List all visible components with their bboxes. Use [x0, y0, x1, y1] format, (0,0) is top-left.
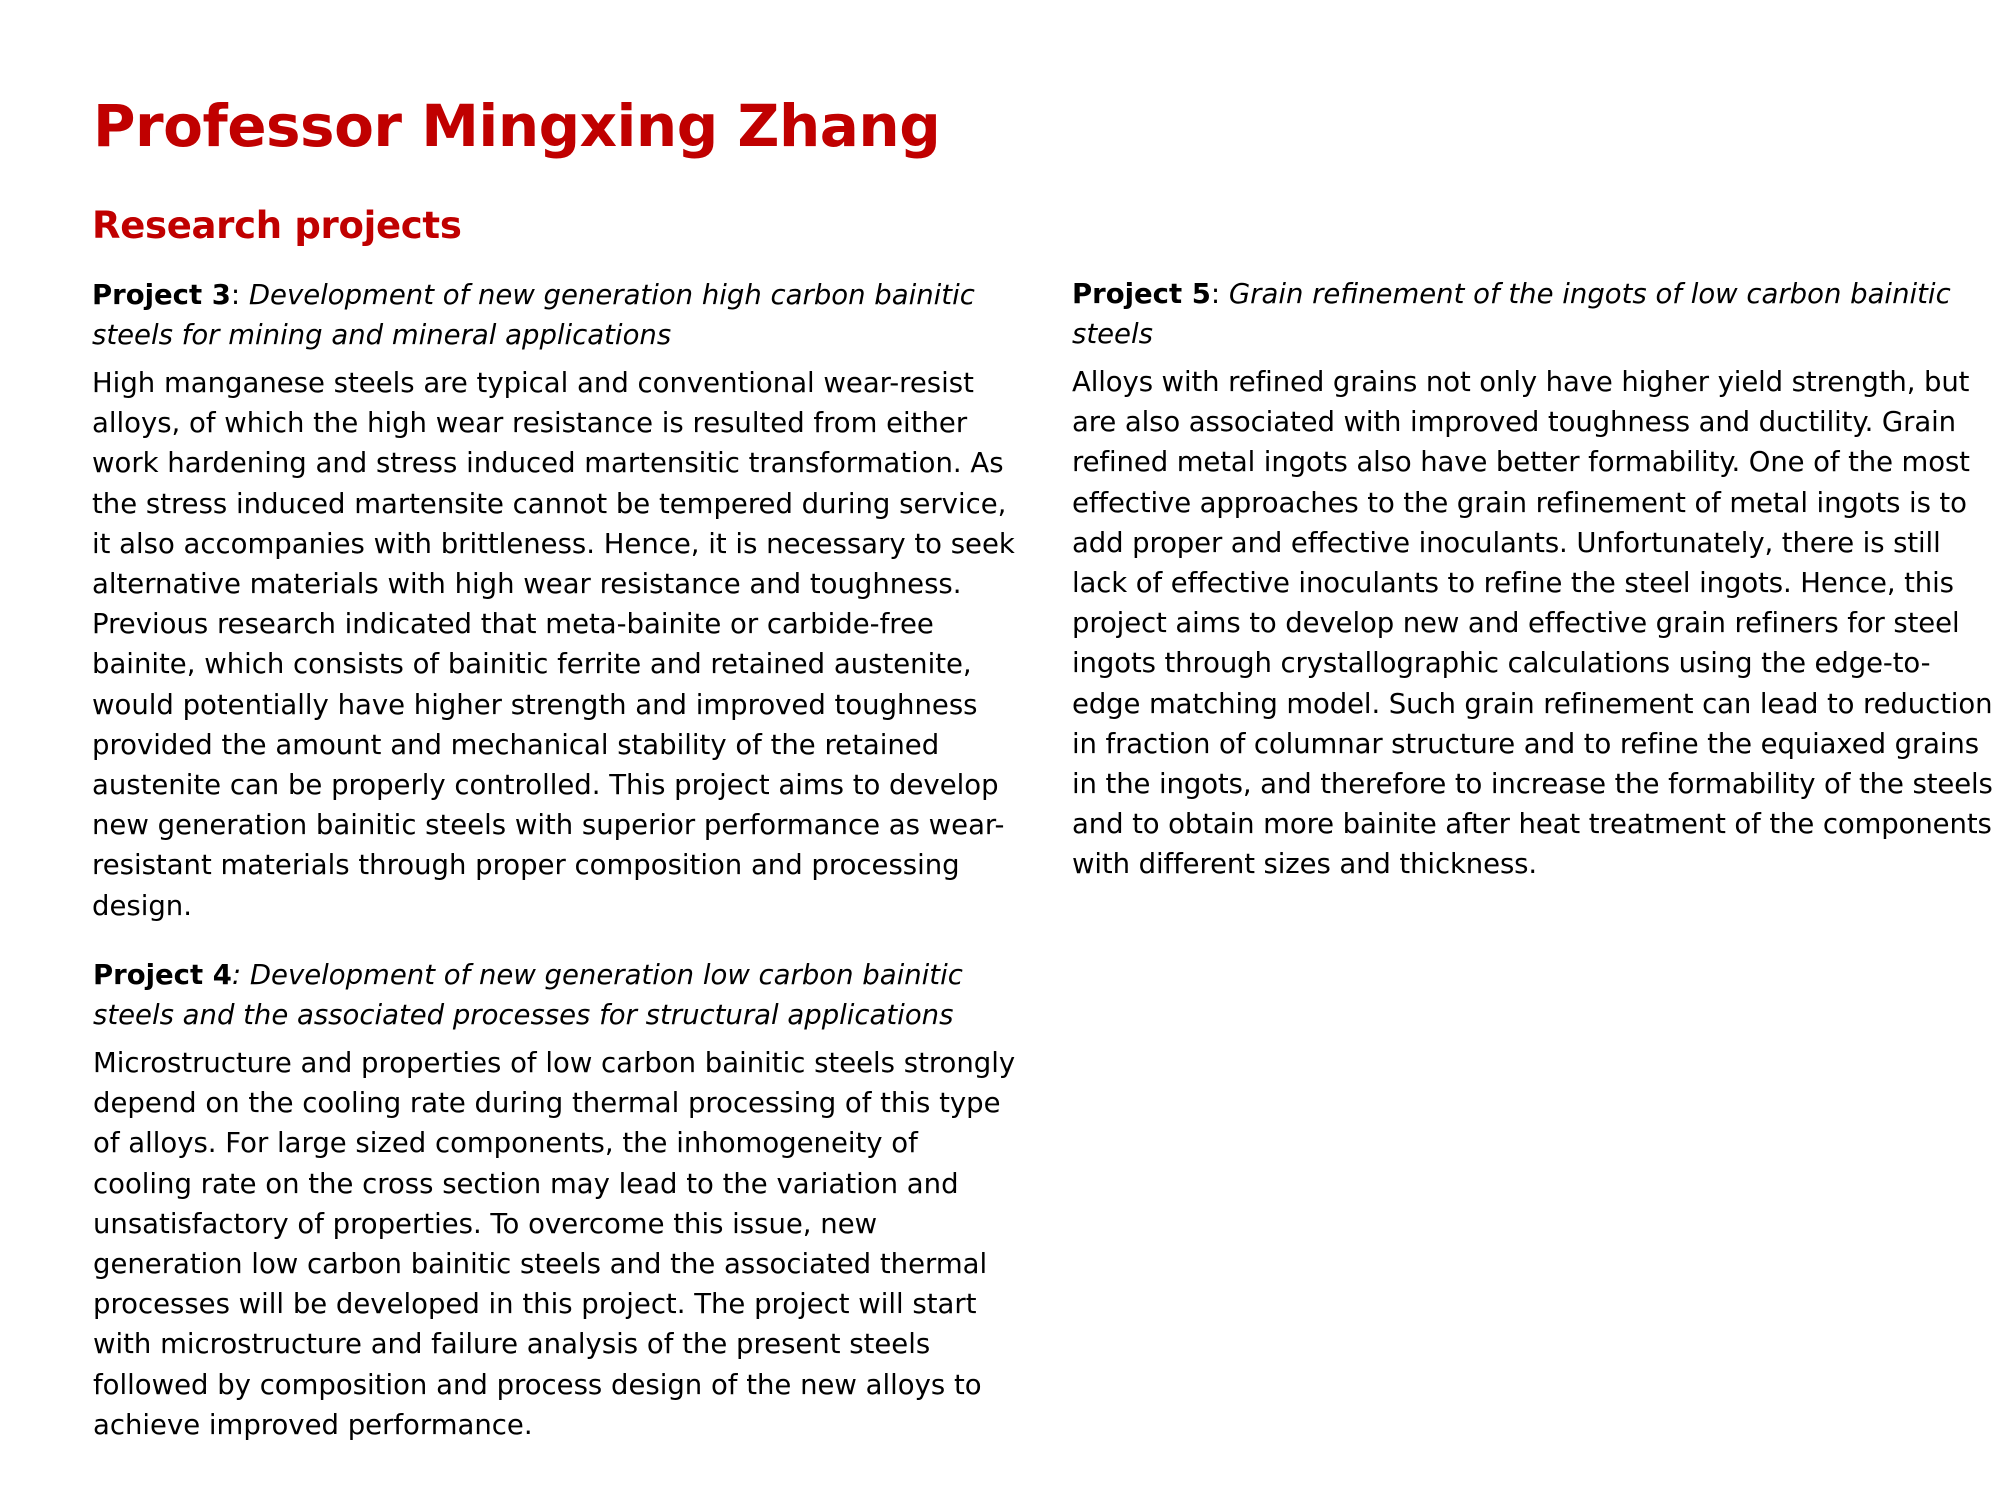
project-4-separator: : — [231, 959, 242, 991]
project-3-subject: Development of new generation high carbon bainitic steels for mining and mineral applications — [92, 279, 975, 351]
project-5-section — [1072, 274, 1997, 885]
project-5-separator: : — [1210, 278, 1221, 310]
project-3-separator: : — [230, 279, 241, 311]
project-3-heading — [92, 275, 1017, 355]
project-4-heading — [93, 955, 1018, 1035]
project-4-label: Project 4 — [93, 959, 232, 991]
project-4-section — [93, 955, 1018, 1445]
project-4-subject: Development of new generation low carbon bainitic steels and the associated processes for structural applications — [93, 959, 963, 1031]
project-3-section — [92, 275, 1017, 926]
project-5-description: Alloys with refined grains not only have higher yield strength, but are also associated with improved toughness and ductility. Grain refined metal ingots also have better formability. One of the most effective approaches to the grain refinement of metal ingots is to add proper and effective inoculants. Unfortunately, there is still lack of effective inoculants to refine the steel ingots. Hence, this project aims to develop new and effective grain refiners for steel ingots through crystallographic calculations using the edge-to-edge matching model. Such grain refinement can lead to reduction in fraction of columnar structure and to refine the equiaxed grains in the ingots, and therefore to increase the formability of the steels and to obtain more bainite after heat treatment of the components with different sizes and thickness. — [1072, 366, 1993, 881]
project-5-subject: Grain refinement of the ingots of low carbon bainitic steels — [1072, 278, 1951, 350]
project-3-label: Project 3 — [92, 279, 231, 311]
project-5-heading — [1072, 274, 1997, 354]
project-3-description: High manganese steels are typical and conventional wear-resist alloys, of which the high wear resistance is resulted from either work hardening and stress induced martensitic transformation. As the stress induced martensite cannot be tempered during service, it also accompanies with brittleness. Hence, it is necessary to seek alternative materials with high wear resistance and toughness. Previous research indicated that meta-bainite or carbide-free bainite, which consists of bainitic ferrite and retained austenite, would potentially have higher strength and improved toughness provided the amount and mechanical stability of the retained austenite can be properly controlled. This project aims to develop new generation bainitic steels with superior performance as wear-resistant materials through proper composition and processing design. — [92, 367, 1015, 922]
section-heading-research-projects: Research projects — [92, 204, 462, 247]
page-title: Professor Mingxing Zhang — [93, 92, 941, 160]
project-4-description: Microstructure and properties of low carbon bainitic steels strongly depend on the cooling rate during thermal processing of this type of alloys. For large sized components, the inhomogeneity of cooling rate on the cross section may lead to the variation and unsatisfactory of properties. To overcome this issue, new generation low carbon bainitic steels and the associated thermal processes will be developed in this project. The project will start with microstructure and failure analysis of the present steels followed by composition and process design of the new alloys to achieve improved performance. — [93, 1047, 1016, 1441]
project-5-label: Project 5 — [1072, 278, 1211, 310]
